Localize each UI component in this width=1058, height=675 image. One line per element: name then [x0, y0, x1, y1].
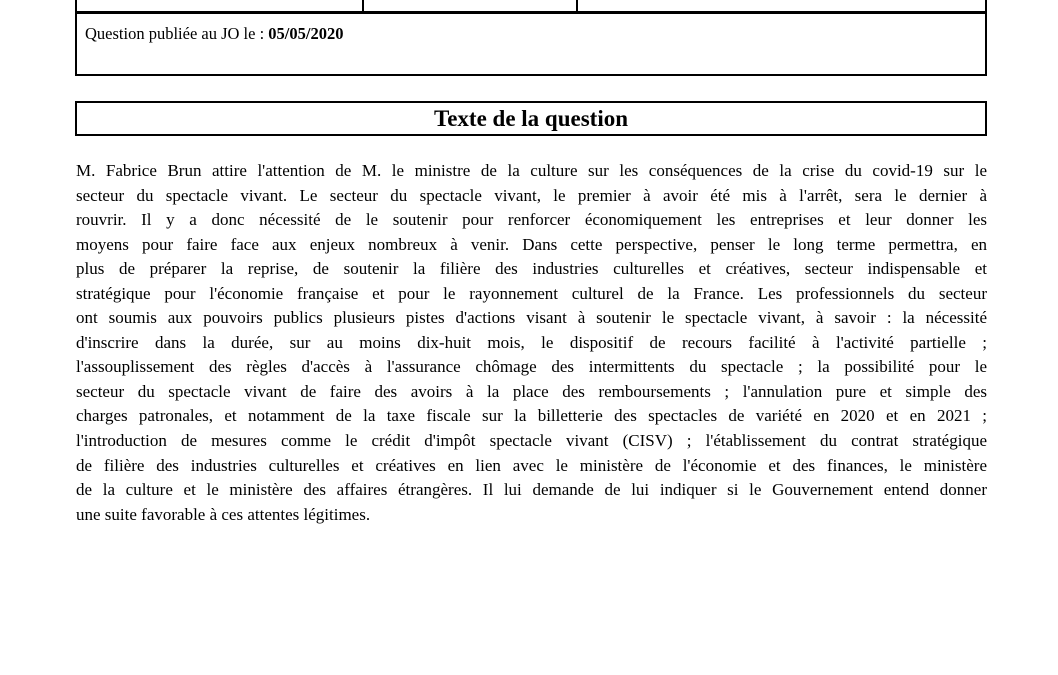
- question-line: moyens pour faire face aux enjeux nombreux à venir. Dans cette perspective, penser le long terme permettra, en: [76, 234, 987, 254]
- question-text: [76, 159, 987, 527]
- question-line: l'introduction de mesures comme le crédit d'impôt spectacle vivant (CISV) ; l'établissement du contrat stratégique: [76, 431, 987, 451]
- question-line: de filière des industries culturelles et créatives en lien avec le ministère de l'économie et des finances, le ministère: [76, 455, 987, 475]
- table-divider: [362, 0, 364, 11]
- question-line: secteur du spectacle vivant. Le secteur du spectacle vivant, le premier à avoir été mis à l'arrêt, sera le dernier à: [76, 185, 987, 205]
- publication-info: [85, 24, 343, 44]
- question-line: secteur du spectacle vivant de faire des avoirs à la place des remboursements ; l'annulation pure et simple des: [76, 381, 987, 401]
- question-line: d'inscrire dans la durée, sur au moins dix-huit mois, le dispositif de recours facilité à l'activité partielle ;: [76, 332, 987, 352]
- question-line: rouvrir. Il y a donc nécessité de le soutenir pour renforcer économiquement les entreprises et leur donner les: [76, 210, 987, 230]
- publication-date: 05/05/2020: [268, 24, 344, 43]
- question-line: de la culture et le ministère des affaires étrangères. Il lui demande de lui indiquer si le Gouvernement entend donner: [76, 480, 987, 500]
- section-title: Texte de la question: [433, 106, 629, 131]
- header-table-row: [75, 0, 987, 13]
- table-divider: [576, 0, 578, 11]
- publication-label: Question publiée au JO le :: [85, 24, 269, 43]
- question-line: plus de préparer la reprise, de soutenir la filière des industries culturelles et créatives, secteur indispensable et: [76, 259, 987, 279]
- publication-box: [75, 13, 987, 76]
- section-header: [75, 101, 987, 136]
- question-line: une suite favorable à ces attentes légitimes.: [76, 504, 371, 524]
- question-line: stratégique pour l'économie française et pour le rayonnement culturel de la France. Les professionnels du secteur: [76, 283, 987, 303]
- question-line: charges patronales, et notamment de la taxe fiscale sur la billetterie des spectacles de variété en 2020 et en 2021 ;: [76, 406, 987, 426]
- question-line: l'assouplissement des règles d'accès à l'assurance chômage des intermittents du spectacle ; la possibilité pour le: [76, 357, 987, 377]
- question-line: M. Fabrice Brun attire l'attention de M. le ministre de la culture sur les conséquences de la crise du covid-19 sur le: [76, 161, 987, 180]
- question-line: ont soumis aux pouvoirs publics plusieurs pistes d'actions visant à soutenir le spectacle vivant, à savoir : la nécessité: [76, 308, 987, 328]
